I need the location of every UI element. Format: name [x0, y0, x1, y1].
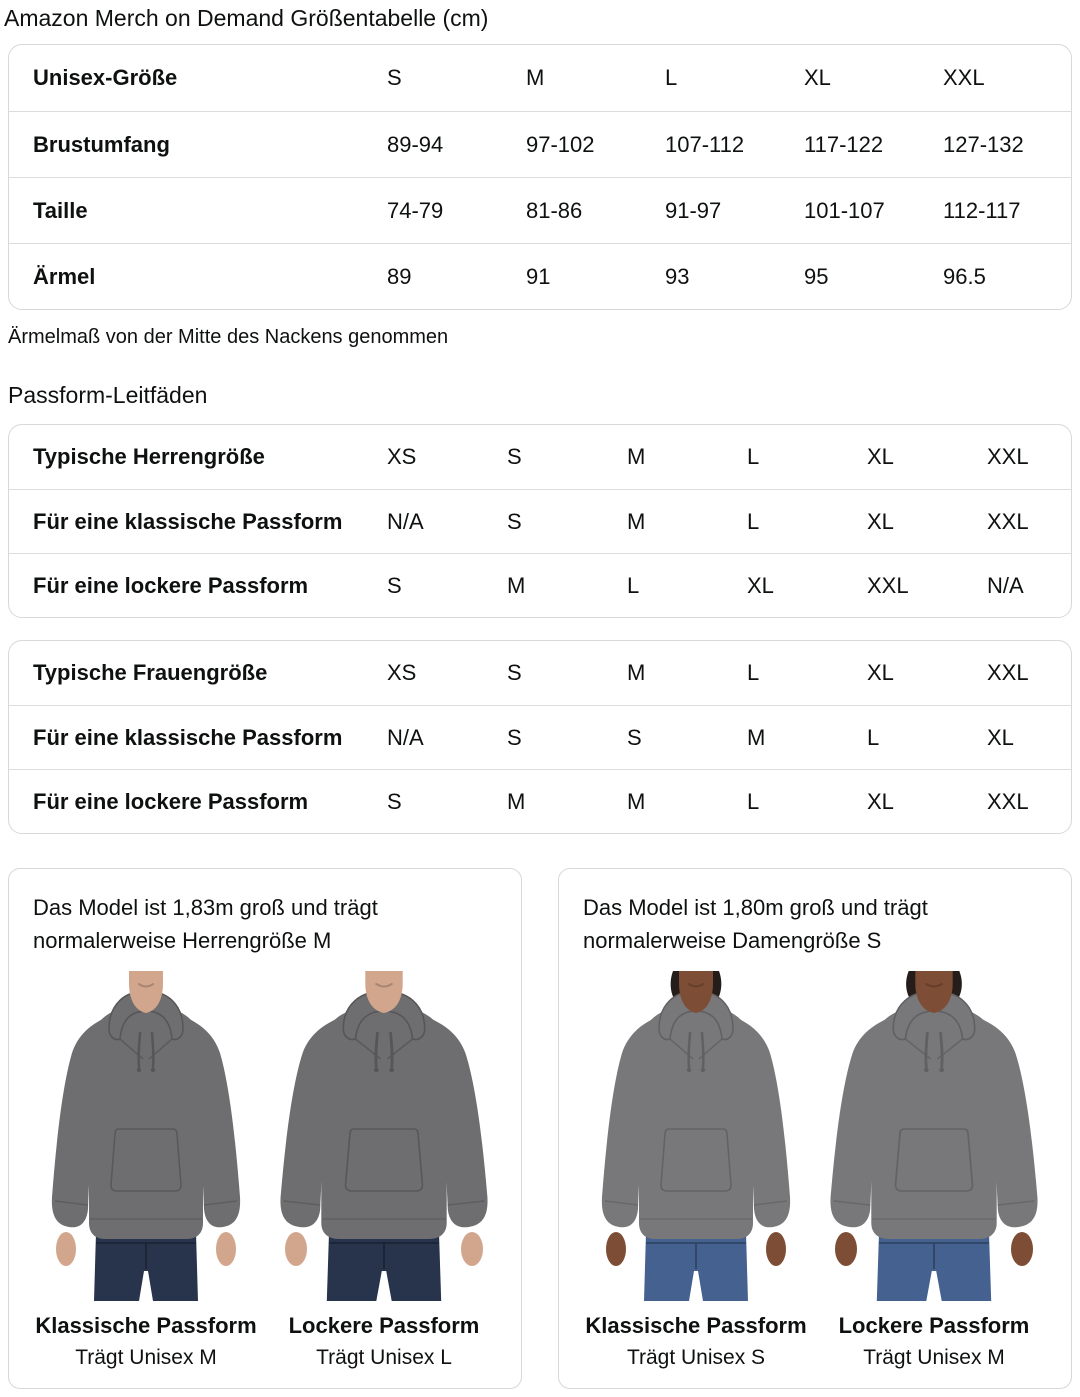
male-model-classic-fit-image	[33, 971, 259, 1301]
size-cell: 127-132	[943, 131, 1024, 157]
size-cell: 89	[387, 263, 412, 289]
table-row	[9, 705, 1071, 769]
fit-guides-heading: Passform-Leitfäden	[8, 382, 208, 408]
size-cell: N/A	[387, 508, 424, 534]
size-cell: L	[627, 572, 640, 598]
size-cell: XL	[867, 788, 894, 814]
row-label: Für eine klassische Passform	[33, 508, 343, 534]
size-cell: 117-122	[804, 131, 884, 157]
women-fit-table	[8, 640, 1072, 834]
table-row	[9, 177, 1071, 243]
row-label: Taille	[33, 197, 88, 223]
row-label: Unisex-Größe	[33, 65, 178, 90]
unisex-size-table	[8, 44, 1072, 310]
fit-label: Klassische Passform	[35, 1313, 257, 1338]
size-cell: 101-107	[804, 197, 885, 223]
size-cell: L	[867, 724, 880, 750]
model-photos	[33, 971, 497, 1370]
card-heading: Das Model ist 1,83m groß und trägt normalerweise Herrengröße M	[33, 895, 378, 953]
men-fit-table	[8, 424, 1072, 618]
size-cell: M	[627, 660, 646, 685]
table-row	[9, 111, 1071, 177]
size-cell: XL	[747, 572, 774, 598]
size-cell: 89-94	[387, 131, 444, 157]
size-cell: 93	[665, 263, 690, 289]
card-heading: Das Model ist 1,80m groß und trägt normalerweise Damengröße S	[583, 895, 928, 953]
size-cell: L	[747, 444, 760, 469]
size-cell: 95	[804, 263, 829, 289]
size-cell: XS	[387, 660, 417, 685]
size-cell: 81-86	[526, 197, 583, 223]
size-cell: S	[507, 660, 522, 685]
size-cell: M	[627, 788, 646, 814]
photo-column	[33, 971, 259, 1370]
size-cell: L	[665, 65, 678, 90]
table-row	[9, 243, 1071, 309]
size-cell: L	[747, 788, 760, 814]
model-card-men	[8, 868, 522, 1389]
page-title: Amazon Merch on Demand Größentabelle (cm)	[4, 5, 489, 31]
row-label: Typische Frauengröße	[33, 660, 268, 685]
table-row	[9, 769, 1071, 833]
size-cell: 97-102	[526, 131, 595, 157]
row-label: Typische Herrengröße	[33, 444, 265, 469]
size-cell: XL	[867, 660, 894, 685]
photo-column	[583, 971, 809, 1370]
male-model-loose-fit-image	[271, 971, 497, 1301]
size-cell: XL	[867, 508, 894, 534]
size-cell: 96.5	[943, 263, 986, 289]
table-row	[9, 425, 1071, 489]
size-cell: M	[747, 724, 766, 750]
size-cell: XXL	[987, 508, 1029, 534]
size-cell: XL	[867, 444, 894, 469]
size-cell: M	[627, 444, 646, 469]
size-cell: XXL	[987, 444, 1029, 469]
size-cell: XXL	[987, 660, 1029, 685]
size-cell: L	[747, 508, 760, 534]
size-cell: 91-97	[665, 197, 722, 223]
size-cell: M	[526, 65, 545, 90]
female-model-loose-fit-image	[821, 971, 1047, 1301]
size-label: Trägt Unisex M	[75, 1346, 217, 1369]
row-label: Ärmel	[33, 263, 96, 289]
size-cell: 74-79	[387, 197, 444, 223]
size-cell: S	[507, 508, 522, 534]
size-cell: XL	[987, 724, 1014, 750]
size-cell: M	[507, 788, 526, 814]
size-cell: S	[507, 444, 522, 469]
size-cell: S	[627, 724, 642, 750]
size-cell: 107-112	[665, 131, 745, 157]
row-label: Für eine lockere Passform	[33, 572, 309, 598]
size-cell: 91	[526, 263, 551, 289]
row-label: Für eine klassische Passform	[33, 724, 343, 750]
size-cell: N/A	[387, 724, 424, 750]
female-model-classic-fit-image	[583, 971, 809, 1301]
row-label: Brustumfang	[33, 131, 170, 157]
model-photos	[583, 971, 1047, 1370]
size-label: Trägt Unisex M	[863, 1346, 1005, 1369]
fit-label: Lockere Passform	[838, 1313, 1030, 1338]
fit-label: Lockere Passform	[288, 1313, 480, 1338]
size-label: Trägt Unisex S	[626, 1346, 766, 1369]
fit-label: Klassische Passform	[585, 1313, 807, 1338]
row-label: Für eine lockere Passform	[33, 788, 309, 814]
size-cell: S	[387, 572, 402, 598]
size-cell: L	[747, 660, 760, 685]
size-cell: M	[507, 572, 526, 598]
size-cell: XXL	[867, 572, 909, 598]
model-card-women	[558, 868, 1072, 1389]
size-label: Trägt Unisex L	[316, 1346, 452, 1369]
table-row	[9, 489, 1071, 553]
size-cell: 112-117	[943, 197, 1021, 223]
sleeve-note: Ärmelmaß von der Mitte des Nackens genommen	[8, 326, 449, 348]
model-cards	[8, 868, 1072, 1389]
size-cell: S	[387, 65, 402, 90]
size-cell: S	[507, 724, 522, 750]
table-row	[9, 45, 1071, 111]
photo-column	[271, 971, 497, 1370]
size-cell: XXL	[943, 65, 985, 90]
size-cell: N/A	[987, 572, 1024, 598]
size-cell: M	[627, 508, 646, 534]
table-row	[9, 641, 1071, 705]
size-cell: XS	[387, 444, 417, 469]
table-row	[9, 553, 1071, 617]
size-cell: XL	[804, 65, 831, 90]
size-cell: S	[387, 788, 402, 814]
size-cell: XXL	[987, 788, 1029, 814]
photo-column	[821, 971, 1047, 1370]
